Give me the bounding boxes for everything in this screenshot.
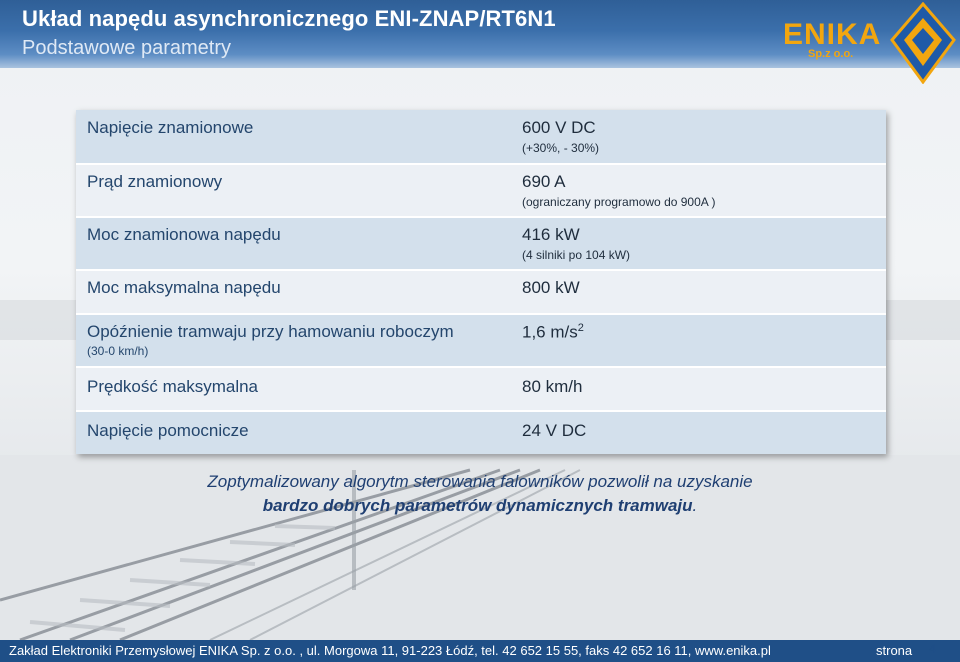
param-value-note: (4 silniki po 104 kW) [522, 248, 631, 262]
table-row [76, 163, 886, 216]
param-label: Prąd znamionowy [87, 172, 223, 191]
param-label: Napięcie pomocnicze [87, 421, 249, 440]
summary-line-2 [0, 496, 960, 516]
param-label: Moc maksymalna napędu [87, 278, 281, 297]
slide-subtitle: Podstawowe parametry [22, 37, 231, 59]
param-value-note: (ograniczany programowo do 900A ) [522, 195, 716, 209]
table-row [76, 410, 886, 454]
param-label-cell [76, 216, 510, 269]
table-row [76, 366, 886, 410]
param-label: Moc znamionowa napędu [87, 225, 281, 244]
footer-page-label: strona [876, 643, 913, 658]
slide-title: Układ napędu asynchronicznego ENI-ZNAP/RT6N1 [22, 6, 556, 31]
param-label: Opóźnienie tramwaju przy hamowaniu roboczym [87, 322, 454, 341]
enika-logo-icon [890, 2, 956, 84]
param-value-cell [510, 110, 886, 163]
param-label-cell [76, 366, 510, 410]
parameters-table [76, 110, 886, 454]
param-value-cell [510, 216, 886, 269]
param-value: 600 V DC [522, 118, 596, 137]
param-value-superscript: 2 [577, 322, 584, 334]
param-value-cell [510, 269, 886, 313]
param-value: 1,6 m/s [522, 322, 578, 342]
param-label-cell [76, 110, 510, 163]
table-row [76, 269, 886, 313]
enika-logo-subtext: Sp.z o.o. [808, 48, 854, 60]
param-value: 800 kW [522, 278, 580, 297]
param-value-cell [510, 163, 886, 216]
table-row [76, 216, 886, 269]
summary-line-2-end: . [692, 496, 698, 515]
param-label-cell [76, 410, 510, 454]
param-label-cell [76, 163, 510, 216]
table-row [76, 313, 886, 366]
param-value-cell [510, 313, 886, 366]
param-value: 80 km/h [522, 377, 583, 396]
param-value-cell [510, 410, 886, 454]
param-label: Prędkość maksymalna [87, 377, 259, 396]
summary-line-2-bold: bardzo dobrych parametrów dynamicznych tramwaju [262, 496, 693, 515]
param-value: 690 A [522, 172, 566, 191]
footer-bar [0, 640, 960, 662]
param-label-cell [76, 313, 510, 366]
param-value: 24 V DC [522, 421, 587, 440]
param-label-note: (30-0 km/h) [87, 344, 149, 358]
summary-line-1: Zoptymalizowany algorytm sterowania falowników pozwolił na uzyskanie [207, 472, 753, 491]
param-label: Napięcie znamionowe [87, 118, 254, 137]
page-number: 4 [929, 641, 937, 656]
footer-company-info: Zakład Elektroniki Przemysłowej ENIKA Sp. z o.o. , ul. Morgowa 11, 91-223 Łódź, tel. 42 652 15 55, faks 42 652 16 11, www.enika.pl [9, 643, 771, 658]
enika-logo-text: ENIKA [783, 18, 882, 51]
param-value: 416 kW [522, 225, 580, 244]
param-value-note: (+30%, - 30%) [522, 141, 600, 155]
param-value-cell [510, 366, 886, 410]
table-row [76, 110, 886, 163]
param-label-cell [76, 269, 510, 313]
